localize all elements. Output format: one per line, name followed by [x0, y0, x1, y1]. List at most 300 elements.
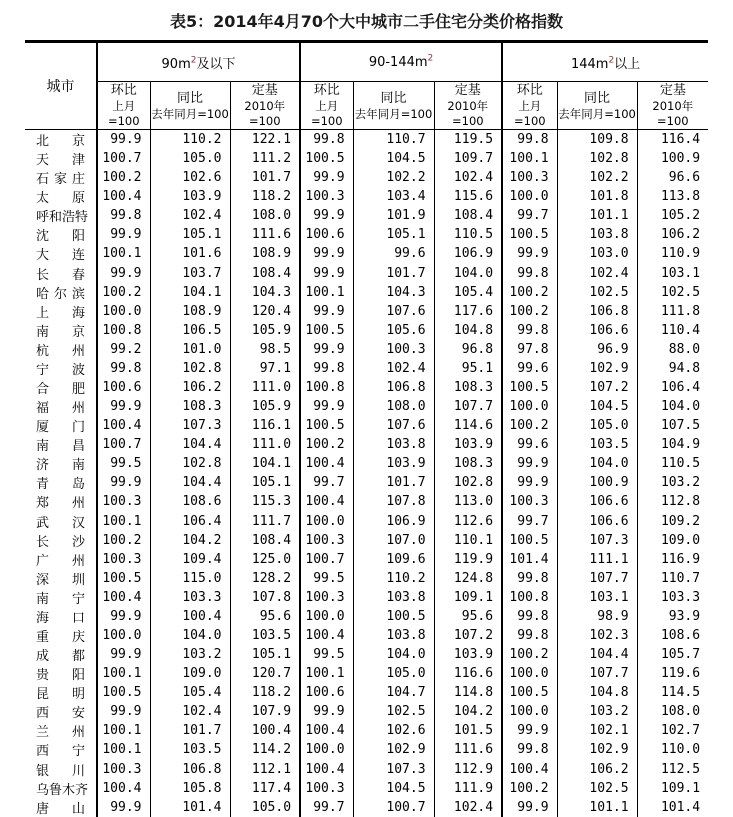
value-cell: 95.1: [434, 359, 502, 378]
value-cell: 112.6: [434, 511, 502, 530]
value-cell: 100.0: [97, 626, 150, 645]
value-cell: 97.1: [230, 359, 300, 378]
value-cell: 100.5: [502, 683, 557, 702]
value-cell: 100.0: [502, 187, 557, 206]
value-cell: 107.7: [434, 397, 502, 416]
city-name-char: 州: [71, 725, 85, 741]
value-cell: 102.4: [150, 206, 230, 225]
city-name-char: 特: [75, 210, 89, 226]
value-cell: 104.8: [557, 683, 637, 702]
value-cell: 109.7: [434, 149, 502, 168]
city-name: [25, 416, 97, 435]
value-cell: 100.5: [353, 607, 434, 626]
value-cell: 104.0: [557, 454, 637, 473]
value-cell: 107.8: [230, 588, 300, 607]
value-cell: 107.3: [150, 416, 230, 435]
value-cell: 111.6: [434, 740, 502, 759]
value-cell: 99.8: [97, 359, 150, 378]
city-name: [25, 492, 97, 511]
value-cell: 104.4: [557, 645, 637, 664]
city-name: [25, 340, 97, 359]
value-cell: 100.9: [557, 473, 637, 492]
city-name-char: 杭: [36, 343, 50, 359]
value-cell: 99.8: [502, 321, 557, 340]
city-name: [25, 187, 97, 206]
value-cell: 104.3: [353, 283, 434, 302]
group-header-90-144: [300, 42, 502, 82]
value-cell: 100.3: [353, 340, 434, 359]
value-cell: 104.5: [353, 779, 434, 798]
value-cell: 105.9: [230, 397, 300, 416]
city-name: [25, 531, 97, 550]
city-name-char: 重: [36, 629, 50, 645]
city-name-char: 沙: [71, 534, 85, 550]
subheader-mom: 环比 上月=100: [502, 82, 557, 130]
value-cell: 100.5: [502, 531, 557, 550]
value-cell: 111.9: [434, 779, 502, 798]
table-row: [25, 340, 708, 359]
value-cell: 102.4: [434, 168, 502, 187]
value-cell: 99.7: [300, 473, 353, 492]
value-cell: 103.0: [557, 244, 637, 263]
value-cell: 99.8: [502, 569, 557, 588]
value-cell: 108.0: [230, 206, 300, 225]
value-cell: 106.8: [557, 302, 637, 321]
subheader-mom: 环比 上月=100: [97, 82, 150, 130]
table-row: [25, 130, 708, 150]
value-cell: 114.8: [434, 683, 502, 702]
value-cell: 119.9: [434, 550, 502, 569]
value-cell: 100.0: [300, 740, 353, 759]
value-cell: 102.5: [557, 283, 637, 302]
value-cell: 99.8: [502, 740, 557, 759]
table-row: [25, 416, 708, 435]
value-cell: 115.0: [150, 569, 230, 588]
table-row: [25, 607, 708, 626]
value-cell: 101.1: [557, 206, 637, 225]
value-cell: 118.2: [230, 187, 300, 206]
value-cell: 94.8: [637, 359, 708, 378]
city-name-char: 阳: [71, 229, 85, 245]
table-row: [25, 149, 708, 168]
value-cell: 109.1: [637, 779, 708, 798]
value-cell: 102.8: [434, 473, 502, 492]
value-cell: 116.9: [637, 550, 708, 569]
value-cell: 96.9: [557, 340, 637, 359]
value-cell: 105.1: [150, 225, 230, 244]
value-cell: 100.6: [300, 683, 353, 702]
table-row: [25, 779, 708, 798]
value-cell: 102.4: [150, 702, 230, 721]
table-row: [25, 588, 708, 607]
value-cell: 102.5: [353, 702, 434, 721]
value-cell: 100.1: [97, 244, 150, 263]
value-cell: 99.9: [97, 645, 150, 664]
city-name-char: 州: [71, 401, 85, 417]
value-cell: 99.8: [502, 607, 557, 626]
value-cell: 95.6: [434, 607, 502, 626]
value-cell: 100.0: [502, 702, 557, 721]
city-name-char: 木: [62, 782, 76, 798]
city-name: [25, 283, 97, 302]
value-cell: 100.3: [97, 492, 150, 511]
city-name-char: 大: [36, 248, 50, 264]
value-cell: 102.6: [353, 721, 434, 740]
city-name-char: 都: [71, 649, 85, 665]
city-name: [25, 206, 97, 225]
table-row: [25, 263, 708, 282]
value-cell: 101.6: [150, 244, 230, 263]
city-name: [25, 263, 97, 282]
value-cell: 100.4: [300, 454, 353, 473]
value-cell: 101.1: [557, 798, 637, 817]
city-name-char: 肥: [71, 381, 85, 397]
city-name-char: 原: [71, 191, 85, 207]
value-cell: 107.7: [557, 569, 637, 588]
value-cell: 109.0: [637, 531, 708, 550]
value-cell: 100.2: [300, 435, 353, 454]
value-cell: 101.0: [150, 340, 230, 359]
city-name: [25, 435, 97, 454]
value-cell: 99.8: [502, 130, 557, 150]
value-cell: 100.5: [502, 378, 557, 397]
city-name-char: 尔: [53, 286, 67, 302]
city-name: [25, 569, 97, 588]
value-cell: 103.8: [353, 435, 434, 454]
value-cell: 110.9: [637, 244, 708, 263]
city-name-char: 昌: [71, 439, 85, 455]
value-cell: 103.5: [557, 435, 637, 454]
value-cell: 108.4: [230, 263, 300, 282]
value-cell: 100.5: [300, 149, 353, 168]
city-name: [25, 149, 97, 168]
table-row: [25, 798, 708, 817]
city-name: [25, 511, 97, 530]
value-cell: 102.4: [557, 263, 637, 282]
subheader-fixed-base: 定基 2010年=100: [637, 82, 708, 130]
value-cell: 108.3: [434, 454, 502, 473]
value-cell: 102.7: [637, 721, 708, 740]
city-name: [25, 130, 97, 150]
value-cell: 116.1: [230, 416, 300, 435]
value-cell: 99.6: [502, 435, 557, 454]
city-column-header: 城市: [25, 42, 97, 130]
value-cell: 114.2: [230, 740, 300, 759]
value-cell: 103.9: [434, 435, 502, 454]
value-cell: 95.6: [230, 607, 300, 626]
value-cell: 104.3: [230, 283, 300, 302]
city-name-char: 银: [36, 763, 50, 779]
city-name-char: 圳: [71, 572, 85, 588]
value-cell: 103.4: [353, 187, 434, 206]
value-cell: 98.5: [230, 340, 300, 359]
value-cell: 101.7: [150, 721, 230, 740]
value-cell: 107.0: [353, 531, 434, 550]
value-cell: 115.6: [434, 187, 502, 206]
value-cell: 100.2: [97, 283, 150, 302]
table-row: [25, 244, 708, 263]
city-name-char: 庆: [71, 629, 85, 645]
value-cell: 96.8: [434, 340, 502, 359]
value-cell: 100.2: [502, 779, 557, 798]
value-cell: 100.5: [97, 683, 150, 702]
value-cell: 99.9: [502, 473, 557, 492]
city-name: [25, 645, 97, 664]
value-cell: 106.4: [637, 378, 708, 397]
value-cell: 99.7: [502, 206, 557, 225]
value-cell: 113.0: [434, 492, 502, 511]
value-cell: 106.9: [434, 244, 502, 263]
value-cell: 110.2: [150, 130, 230, 150]
city-name-char: 京: [71, 324, 85, 340]
value-cell: 105.8: [150, 779, 230, 798]
value-cell: 105.1: [230, 645, 300, 664]
value-cell: 99.9: [300, 244, 353, 263]
table-row: [25, 225, 708, 244]
value-cell: 101.4: [637, 798, 708, 817]
value-cell: 104.5: [353, 149, 434, 168]
table-row: [25, 492, 708, 511]
subheader-yoy: 同比 去年同月=100: [557, 82, 637, 130]
city-name-char: 北: [36, 134, 50, 149]
value-cell: 99.7: [300, 798, 353, 817]
table-row: [25, 531, 708, 550]
table-row: [25, 626, 708, 645]
value-cell: 103.8: [557, 225, 637, 244]
subcolumn-header-row: [25, 82, 708, 130]
value-cell: 109.6: [353, 550, 434, 569]
city-name-char: 宁: [71, 744, 85, 760]
superscript-2: 2: [427, 53, 434, 64]
subheader-fixed-base: 定基 2010年=100: [230, 82, 300, 130]
value-cell: 108.3: [150, 397, 230, 416]
value-cell: 110.1: [434, 531, 502, 550]
table-title: 表5：2014年4月70个大中城市二手住宅分类价格指数: [169, 12, 564, 31]
value-cell: 99.9: [97, 397, 150, 416]
value-cell: 125.0: [230, 550, 300, 569]
value-cell: 111.0: [230, 378, 300, 397]
city-name: [25, 702, 97, 721]
value-cell: 102.6: [150, 168, 230, 187]
city-name-char: 海: [36, 610, 50, 626]
value-cell: 100.3: [97, 760, 150, 779]
value-cell: 100.4: [97, 588, 150, 607]
value-cell: 108.0: [637, 702, 708, 721]
city-name-char: 春: [71, 267, 85, 283]
value-cell: 88.0: [637, 340, 708, 359]
group-header-144-above: [502, 42, 708, 82]
city-name: [25, 359, 97, 378]
value-cell: 102.2: [557, 168, 637, 187]
value-cell: 110.7: [353, 130, 434, 150]
value-cell: 105.0: [353, 664, 434, 683]
value-cell: 100.0: [300, 607, 353, 626]
city-name-char: 山: [71, 801, 85, 817]
value-cell: 111.8: [637, 302, 708, 321]
value-cell: 106.6: [557, 321, 637, 340]
city-name: [25, 683, 97, 702]
value-cell: 102.1: [557, 721, 637, 740]
value-cell: 97.8: [502, 340, 557, 359]
value-cell: 103.9: [353, 454, 434, 473]
city-name-char: 口: [71, 610, 85, 626]
group-label-suffix: 以上: [614, 56, 641, 72]
value-cell: 100.4: [97, 187, 150, 206]
value-cell: 107.5: [637, 416, 708, 435]
value-cell: 100.1: [97, 511, 150, 530]
value-cell: 99.9: [502, 454, 557, 473]
value-cell: 114.5: [637, 683, 708, 702]
value-cell: 103.2: [637, 473, 708, 492]
subheader-yoy: 同比 去年同月=100: [353, 82, 434, 130]
city-name-char: 波: [71, 362, 85, 378]
value-cell: 104.8: [434, 321, 502, 340]
value-cell: 99.9: [97, 473, 150, 492]
value-cell: 107.6: [353, 302, 434, 321]
value-cell: 120.7: [230, 664, 300, 683]
value-cell: 100.5: [300, 321, 353, 340]
city-name-char: 郑: [36, 496, 50, 512]
value-cell: 99.5: [97, 454, 150, 473]
value-cell: 99.6: [502, 359, 557, 378]
value-cell: 105.1: [353, 225, 434, 244]
city-name-char: 太: [36, 191, 50, 207]
value-cell: 100.0: [97, 302, 150, 321]
city-name-char: 州: [71, 553, 85, 569]
value-cell: 111.7: [230, 511, 300, 530]
value-cell: 101.7: [353, 473, 434, 492]
value-cell: 99.9: [300, 206, 353, 225]
city-name-char: 广: [36, 553, 50, 569]
city-name-char: 青: [36, 477, 50, 493]
value-cell: 116.4: [637, 130, 708, 150]
group-label-text: 90-144m: [368, 54, 428, 70]
value-cell: 104.0: [353, 645, 434, 664]
table-row: [25, 511, 708, 530]
value-cell: 99.9: [300, 263, 353, 282]
value-cell: 101.8: [557, 187, 637, 206]
value-cell: 98.9: [557, 607, 637, 626]
city-name-char: 南: [71, 458, 85, 474]
city-name: [25, 302, 97, 321]
value-cell: 128.2: [230, 569, 300, 588]
table-row: [25, 702, 708, 721]
value-cell: 104.5: [557, 397, 637, 416]
city-name: [25, 588, 97, 607]
value-cell: 106.4: [150, 511, 230, 530]
value-cell: 96.6: [637, 168, 708, 187]
value-cell: 107.6: [353, 416, 434, 435]
city-name-char: 武: [36, 515, 50, 531]
value-cell: 99.9: [97, 702, 150, 721]
value-cell: 112.9: [434, 760, 502, 779]
city-name-char: 门: [71, 420, 85, 436]
city-name-char: 浩: [62, 210, 76, 226]
value-cell: 103.5: [150, 740, 230, 759]
value-cell: 99.9: [97, 263, 150, 282]
city-name-char: 南: [36, 439, 50, 455]
value-cell: 103.2: [557, 702, 637, 721]
city-name: [25, 168, 97, 187]
value-cell: 99.9: [97, 798, 150, 817]
city-name-char: 南: [36, 324, 50, 340]
table-body: [25, 130, 708, 817]
value-cell: 106.2: [150, 378, 230, 397]
value-cell: 99.9: [300, 702, 353, 721]
value-cell: 108.0: [353, 397, 434, 416]
table-row: [25, 283, 708, 302]
city-name: [25, 473, 97, 492]
value-cell: 102.4: [353, 359, 434, 378]
value-cell: 99.5: [300, 645, 353, 664]
group-label-text: 90m: [161, 56, 191, 72]
value-cell: 100.8: [502, 588, 557, 607]
city-name: [25, 225, 97, 244]
city-name-char: 厦: [36, 420, 50, 436]
value-cell: 106.6: [557, 492, 637, 511]
value-cell: 100.8: [300, 378, 353, 397]
table-row: [25, 378, 708, 397]
value-cell: 100.2: [502, 283, 557, 302]
value-cell: 110.0: [637, 740, 708, 759]
value-cell: 114.6: [434, 416, 502, 435]
city-name: [25, 454, 97, 473]
value-cell: 115.3: [230, 492, 300, 511]
value-cell: 117.4: [230, 779, 300, 798]
value-cell: 104.2: [150, 531, 230, 550]
value-cell: 107.3: [557, 531, 637, 550]
city-name-char: 京: [71, 134, 85, 149]
value-cell: 99.9: [300, 397, 353, 416]
value-cell: 99.8: [300, 359, 353, 378]
city-name-char: 昆: [36, 687, 50, 703]
value-cell: 100.1: [300, 664, 353, 683]
value-cell: 101.7: [353, 263, 434, 282]
city-name: [25, 798, 97, 817]
value-cell: 99.9: [502, 798, 557, 817]
price-index-table: [25, 40, 708, 817]
value-cell: 104.0: [637, 397, 708, 416]
value-cell: 100.7: [353, 798, 434, 817]
city-name-char: 济: [36, 458, 50, 474]
city-name-char: 石: [36, 172, 50, 188]
city-name-char: 哈: [36, 286, 50, 302]
value-cell: 100.8: [97, 321, 150, 340]
value-cell: 100.1: [97, 740, 150, 759]
city-name-char: 津: [71, 153, 85, 169]
value-cell: 105.4: [434, 283, 502, 302]
value-cell: 104.4: [150, 473, 230, 492]
value-cell: 102.8: [150, 454, 230, 473]
city-name: [25, 740, 97, 759]
value-cell: 104.0: [150, 626, 230, 645]
value-cell: 102.8: [150, 359, 230, 378]
value-cell: 104.1: [230, 454, 300, 473]
city-name: [25, 664, 97, 683]
value-cell: 100.2: [97, 168, 150, 187]
value-cell: 101.4: [150, 798, 230, 817]
value-cell: 100.3: [300, 779, 353, 798]
city-name-char: 成: [36, 649, 50, 665]
value-cell: 120.4: [230, 302, 300, 321]
value-cell: 100.6: [300, 225, 353, 244]
value-cell: 108.4: [230, 531, 300, 550]
value-cell: 100.3: [300, 187, 353, 206]
value-cell: 112.1: [230, 760, 300, 779]
value-cell: 108.9: [230, 244, 300, 263]
table-row: [25, 168, 708, 187]
table-row: [25, 760, 708, 779]
